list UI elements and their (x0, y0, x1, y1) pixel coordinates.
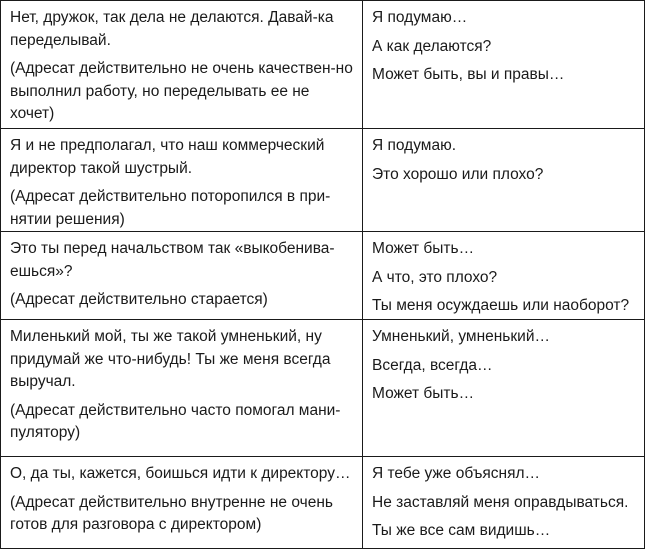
response-cell (363, 457, 644, 548)
manipulation-cell (1, 232, 363, 319)
response-line: Может быть… (372, 240, 475, 257)
response-line: Может быть… (372, 385, 475, 402)
response-line: А что, это плохо? (372, 268, 498, 286)
table-row (1, 457, 644, 548)
manipulation-phrase: Нет, дружок, так дела не делаются. Давай-ка переделывай. (10, 9, 334, 49)
context-note: (Адресат действительно старается) (10, 291, 268, 308)
response-line: А как делаются? (372, 37, 492, 55)
response-line: Это хорошо или плохо? (372, 165, 544, 183)
manipulation-phrase: Миленький мой, ты же такой умненький, ну придумай же что-нибудь! Ты же меня всегда выручал. (10, 328, 331, 390)
response-line: Ты меня осуждаешь или наоборот? (372, 297, 630, 314)
context-note: (Адресат действительно часто помогал мани-пулятору) (10, 401, 341, 441)
context-note: (Адресат действительно не очень качествен-но выполнил работу, но переделывать ее не хочет) (10, 60, 353, 122)
response-cell (363, 232, 644, 319)
response-line: Умненький, умненький… (372, 328, 550, 345)
manipulation-cell (1, 1, 363, 128)
response-line: Я подумаю… (372, 9, 468, 26)
response-line: Я подумаю. (372, 137, 457, 154)
response-cell (363, 320, 644, 456)
table-row (1, 232, 644, 320)
manipulation-phrase: Я и не предполагал, что наш коммерческий директор такой шустрый. (10, 137, 325, 177)
response-line: Всегда, всегда… (372, 356, 493, 374)
response-cell (363, 129, 644, 231)
table-row (1, 129, 644, 232)
response-line: Может быть, вы и правы… (372, 66, 565, 83)
manipulation-phrase: Это ты перед начальством так «выкобенива-ешься»? (10, 240, 335, 280)
context-note: (Адресат действительно поторопился в при-нятии решения) (10, 188, 331, 228)
manipulation-phrase: О, да ты, кажется, боишься идти к директору… (10, 465, 351, 482)
context-note: (Адресат действительно внутренне не очень готов для разговора с директором) (10, 493, 333, 533)
manipulation-cell (1, 320, 363, 456)
table-row (1, 1, 644, 129)
response-line: Я тебе уже объяснял… (372, 465, 541, 482)
table-row (1, 320, 644, 457)
response-line: Ты же все сам видишь… (372, 522, 551, 539)
response-line: Не заставляй меня оправдываться. (372, 493, 629, 511)
response-cell (363, 1, 644, 128)
manipulation-cell (1, 129, 363, 231)
manipulation-cell (1, 457, 363, 548)
